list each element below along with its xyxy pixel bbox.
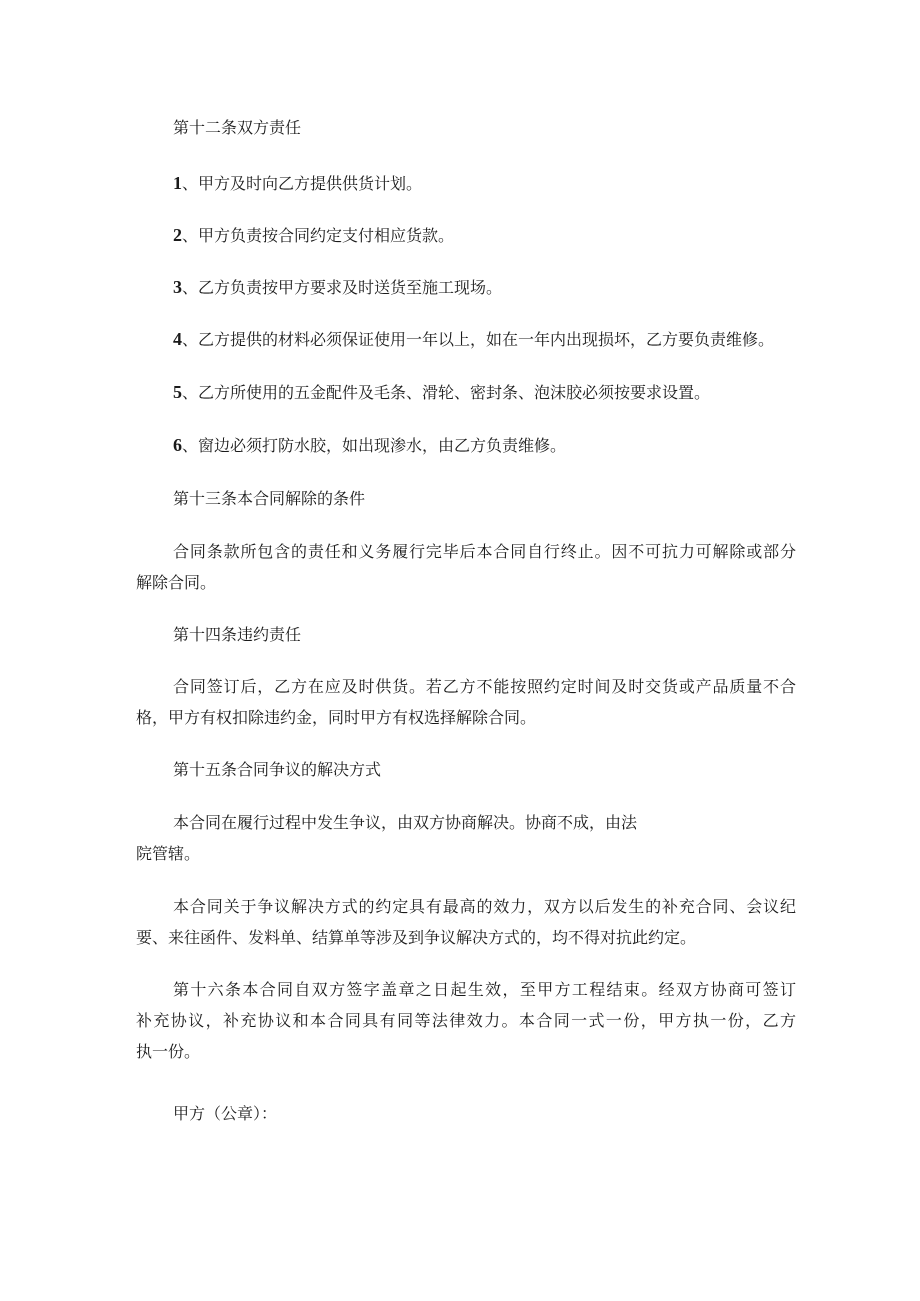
item-text: 、乙方提供的材料必须保证使用一年以上，如在一年内出现损坏，乙方要负责维修。 bbox=[182, 330, 775, 349]
item-text: 、窗边必须打防水胶，如出现渗水，由乙方负责维修。 bbox=[182, 436, 567, 455]
section-15-paragraph-2-line-2: 要、来往函件、发料单、结算单等涉及到争议解决方式的，均不得对抗此约定。 bbox=[136, 928, 697, 947]
section-12-item-1 bbox=[173, 168, 833, 199]
section-16-line-3: 执一份。 bbox=[136, 1042, 201, 1061]
section-15-paragraph-1-line-2: 院管辖。 bbox=[136, 844, 201, 863]
party-a-signature-label: 甲方（公章）： bbox=[173, 1104, 278, 1123]
section-15-paragraph-1-line-1: 本合同在履行过程中发生争议，由双方协商解决。协商不成，由法 bbox=[173, 813, 638, 832]
item-text: 、甲方及时向乙方提供供货计划。 bbox=[182, 174, 423, 193]
section-12-item-2 bbox=[173, 220, 833, 251]
section-14-paragraph-line-2: 格，甲方有权扣除违约金，同时甲方有权选择解除合同。 bbox=[136, 708, 537, 727]
section-15-paragraph-2-line-1: 本合同关于争议解决方式的约定具有最高的效力，双方以后发生的补充合同、会议纪 bbox=[173, 897, 796, 916]
section-12-item-4 bbox=[173, 324, 833, 355]
item-text: 、乙方所使用的五金配件及毛条、滑轮、密封条、泡沫胶必须按要求设置。 bbox=[182, 383, 711, 402]
section-16-line-2: 补充协议，补充协议和本合同具有同等法律效力。本合同一式一份，甲方执一份，乙方 bbox=[136, 1011, 796, 1030]
item-number: 2 bbox=[173, 225, 182, 245]
section-12-title: 第十二条双方责任 bbox=[173, 118, 302, 137]
section-12-item-6 bbox=[173, 430, 833, 461]
item-number: 5 bbox=[173, 382, 182, 402]
item-text: 、甲方负责按合同约定支付相应货款。 bbox=[182, 226, 455, 245]
section-13-paragraph-line-2: 解除合同。 bbox=[136, 573, 217, 592]
item-number: 3 bbox=[173, 277, 182, 297]
item-number: 6 bbox=[173, 435, 182, 455]
section-12-item-5 bbox=[173, 377, 833, 408]
section-14-paragraph-line-1: 合同签订后，乙方在应及时供货。若乙方不能按照约定时间及时交货或产品质量不合 bbox=[173, 677, 796, 696]
section-12-item-3 bbox=[173, 272, 833, 303]
section-15-title: 第十五条合同争议的解决方式 bbox=[173, 760, 382, 779]
item-number: 1 bbox=[173, 173, 182, 193]
section-14-title: 第十四条违约责任 bbox=[173, 625, 302, 644]
section-16-line-1: 第十六条本合同自双方签字盖章之日起生效，至甲方工程结束。经双方协商可签订 bbox=[173, 980, 796, 999]
item-text: 、乙方负责按甲方要求及时送货至施工现场。 bbox=[182, 278, 503, 297]
section-13-title: 第十三条本合同解除的条件 bbox=[173, 489, 366, 508]
item-number: 4 bbox=[173, 329, 182, 349]
section-13-paragraph-line-1: 合同条款所包含的责任和义务履行完毕后本合同自行终止。因不可抗力可解除或部分 bbox=[173, 542, 796, 561]
